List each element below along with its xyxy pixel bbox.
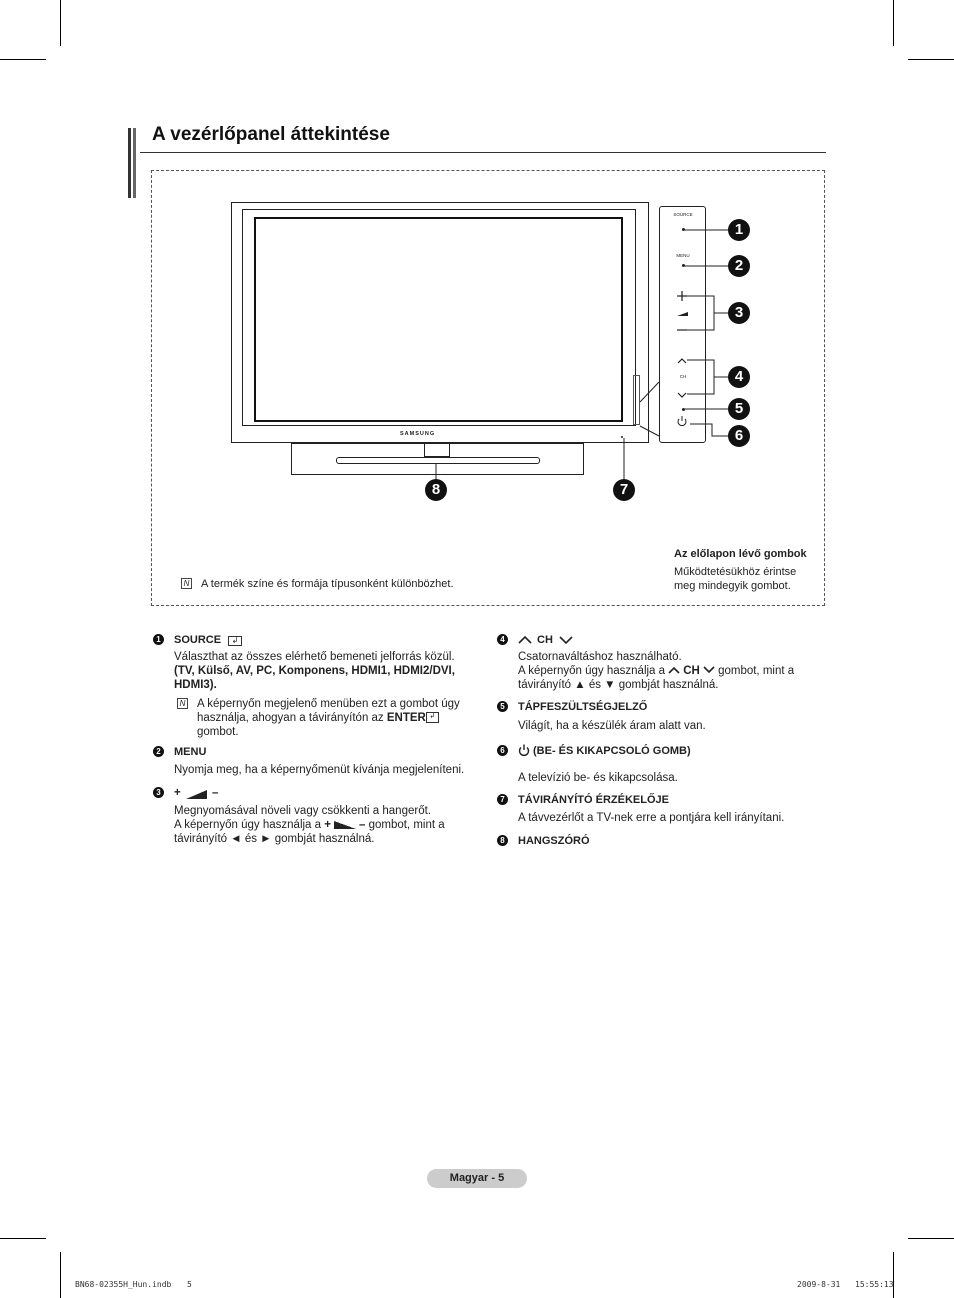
callout-3: 3 xyxy=(728,302,750,324)
item-1-title: SOURCE xyxy=(174,634,222,646)
slug-time: 15:55:13 xyxy=(855,1280,894,1289)
crop-mark xyxy=(0,59,46,60)
crop-mark xyxy=(893,1252,894,1298)
front-buttons-text-2: meg mindegyik gombot. xyxy=(674,580,791,592)
slug-page: 5 xyxy=(187,1280,192,1289)
item-number-1: 1 xyxy=(153,634,164,645)
crop-mark xyxy=(893,0,894,46)
page-number-badge: Magyar - 5 xyxy=(427,1169,527,1188)
item-3-line-2d: gombot, mint a xyxy=(365,819,445,831)
page-title: A vezérlőpanel áttekintése xyxy=(152,124,390,145)
ch-up-icon xyxy=(668,664,680,672)
remote-sensor-dot xyxy=(621,436,623,438)
tv-base xyxy=(336,457,540,464)
item-1-note-1: A képernyőn megjelenő menüben ezt a gombot úgy xyxy=(197,698,460,710)
panel-icons xyxy=(659,206,706,443)
item-7-line-1: A távvezérlőt a TV-nek erre a pontjára kell irányítani. xyxy=(518,812,785,824)
item-4-line-2 xyxy=(518,664,794,678)
crop-mark xyxy=(908,59,954,60)
slug-file: BN68-02355H_Hun.indb xyxy=(75,1280,172,1289)
volume-icon xyxy=(334,821,356,829)
item-1-line-2: (TV, Külső, AV, PC, Komponens, HDMI1, HDMI2/DVI, xyxy=(174,665,455,677)
crop-mark xyxy=(60,1252,61,1298)
volume-icon xyxy=(186,790,208,800)
item-7-title: TÁVIRÁNYÍTÓ ÉRZÉKELŐJE xyxy=(518,794,669,806)
item-1-note-2a: használja, ahogyan a távirányítón az xyxy=(197,712,387,724)
item-4-line-2a: A képernyőn úgy használja a xyxy=(518,665,669,677)
item-6-line-1: A televízió be- és kikapcsolása. xyxy=(518,772,678,784)
enter-icon: ↲ xyxy=(426,712,439,723)
ch-up-icon xyxy=(518,635,532,645)
item-3-line-2b: + xyxy=(324,819,331,831)
item-number-5: 5 xyxy=(497,701,508,712)
item-2-line-1: Nyomja meg, ha a képernyőmenüt kívánja megjeleníteni. xyxy=(174,764,465,776)
item-4-line-1: Csatornaváltáshoz használható. xyxy=(518,651,682,663)
item-number-7: 7 xyxy=(497,794,508,805)
item-8-title: HANGSZÓRÓ xyxy=(518,835,590,847)
item-3-line-1: Megnyomásával növeli vagy csökkenti a hangerőt. xyxy=(174,805,431,817)
figure-note: A termék színe és formája típusonként különbözhet. xyxy=(201,578,454,590)
item-2-title: MENU xyxy=(174,746,207,758)
item-3-line-3: távirányító ◄ és ► gombját használná. xyxy=(174,833,375,845)
slug-date: 2009-8-31 xyxy=(797,1280,841,1289)
ch-down-icon xyxy=(703,664,715,672)
callout-4: 4 xyxy=(728,366,750,388)
tv-screen xyxy=(254,217,623,422)
callout-2: 2 xyxy=(728,255,750,277)
title-rule xyxy=(140,152,826,153)
item-3-line-2a: A képernyőn úgy használja a xyxy=(174,819,325,831)
crop-mark xyxy=(0,1238,46,1239)
power-icon xyxy=(518,744,530,756)
panel-ch-label: CH xyxy=(679,374,687,379)
item-3-line-2c: – xyxy=(358,819,366,831)
item-4-line-3: távirányító ▲ és ▼ gombját használná. xyxy=(518,679,719,691)
title-bar-decoration xyxy=(128,128,138,198)
item-1-line-1: Választhat az összes elérhető bemeneti jelforrás közül. xyxy=(174,651,455,663)
callout-7: 7 xyxy=(613,479,635,501)
callout-1: 1 xyxy=(728,219,750,241)
ch-down-icon xyxy=(559,635,573,645)
item-4-title: CH xyxy=(537,634,553,646)
enter-icon: ↲ xyxy=(228,636,242,646)
item-number-2: 2 xyxy=(153,746,164,757)
panel-source-label: SOURCE xyxy=(673,212,693,217)
front-buttons-text-1: Működtetésükhöz érintse xyxy=(674,566,797,578)
brand-logo: SAMSUNG xyxy=(400,431,436,437)
callout-8: 8 xyxy=(425,479,447,501)
crop-mark xyxy=(60,0,61,46)
note-icon: N xyxy=(181,578,192,589)
item-3-line-2 xyxy=(174,818,445,832)
item-4-line-2b: CH xyxy=(683,665,700,677)
item-6-title: (BE- ÉS KIKAPCSOLÓ GOMB) xyxy=(533,745,691,757)
note-icon: N xyxy=(177,698,188,709)
item-3-minus: – xyxy=(212,787,219,799)
item-1-note-2 xyxy=(197,711,439,725)
item-1-note-2b: ENTER xyxy=(386,712,426,724)
item-4-line-2c: gombot, mint a xyxy=(714,665,795,677)
item-number-4: 4 xyxy=(497,634,508,645)
callout-6: 6 xyxy=(728,425,750,447)
callout-5: 5 xyxy=(728,398,750,420)
item-number-8: 8 xyxy=(497,835,508,846)
crop-mark xyxy=(908,1238,954,1239)
side-button-strip xyxy=(633,375,640,425)
front-buttons-heading: Az előlapon lévő gombok xyxy=(674,548,807,560)
item-5-line-1: Világít, ha a készülék áram alatt van. xyxy=(518,720,706,732)
item-1-line-3: HDMI3). xyxy=(174,679,217,691)
panel-menu-label: MENU xyxy=(676,253,690,258)
item-number-3: 3 xyxy=(153,787,164,798)
item-3-plus: + xyxy=(174,787,181,799)
item-number-6: 6 xyxy=(497,745,508,756)
item-5-title: TÁPFESZÜLTSÉGJELZŐ xyxy=(518,701,648,713)
item-1-note-3: gombot. xyxy=(197,726,239,738)
tv-neck xyxy=(424,443,450,457)
